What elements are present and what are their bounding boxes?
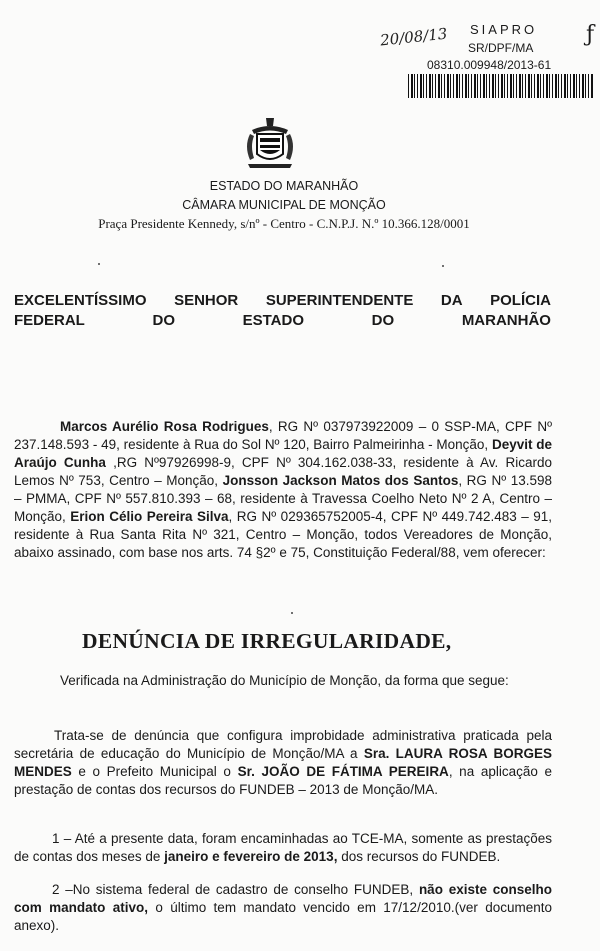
protocol-stamp (378, 8, 600, 100)
speck (442, 265, 444, 267)
coat-of-arms-icon (244, 116, 296, 172)
stamp-agency: SIAPRO (470, 22, 538, 37)
speck (98, 263, 100, 265)
name-mayor: Sr. JOÃO DE FÁTIMA PEREIRA (237, 764, 449, 779)
handwritten-initial: ƒ (586, 22, 595, 47)
addressee-line-1: EXCELENTÍSSIMO SENHOR SUPERINTENDENTE DA POLÍCIA (14, 292, 551, 309)
chamber-address: Praça Presidente Kennedy, s/nº - Centro - C.N.P.J. N.º 10.366.128/0001 (98, 216, 470, 231)
document-title: DENÚNCIA DE IRREGULARIDADE, (82, 629, 452, 653)
stamp-protocol-number: 08310.009948/2013-61 (427, 58, 552, 72)
addressee (14, 291, 551, 331)
stamp-unit: SR/DPF/MA (468, 41, 534, 55)
handwritten-date: 20/08/13 (379, 24, 449, 50)
item-2: 2 –No sistema federal de cadastro de conselho FUNDEB, não existe conselho com mandato ativo, o último tem mandato vencido em 17/12/2010.(ver documento anexo). (14, 882, 552, 933)
petitioners-paragraph: Marcos Aurélio Rosa Rodrigues, RG Nº 037973922009 – 0 SSP-MA, CPF Nº 237.148.593 - 49, residente à Rua do Sol Nº 120, Bairro Palmeirinha - Monção, Deyvit de Araújo Cunha ,RG Nº97926998-9, CPF Nº 304.162.038-33, residente à Av. Ricardo Lemos Nº 753, Centro – Monção, Jonsson Jackson Matos dos Santos, RG Nº 13.598 – PMMA, CPF Nº 557.810.393 – 68, residente à Travessa Coelho Neto Nº 2 A, Centro – Monção, Erion Célio Pereira Silva, RG Nº 029365752005-4, CPF Nº 449.742.483 – 91, residente à Rua Santa Rita Nº 321, Centro – Monção, todos Vereadores de Monção, abaixo assinado, com base nos arts. 74 §2º e 75, Constituição Federal/88, vem oferecer: (14, 419, 552, 560)
name-jonsson: Jonsson Jackson Matos dos Santos (222, 473, 459, 488)
barcode (408, 74, 593, 98)
addressee-line-2: FEDERAL DO ESTADO DO MARANHÃO (14, 312, 551, 329)
intro-paragraph: Verificada na Administração do Município de Monção, da forma que segue: (60, 673, 509, 688)
item-1: 1 – Até a presente data, foram encaminhadas ao TCE-MA, somente as prestações de contas dos meses de janeiro e fevereiro de 2013, dos recursos do FUNDEB. (14, 831, 552, 864)
name-secretary: Sra. LAURA ROSA BORGES MENDES (14, 746, 552, 779)
name-deyvit: Deyvit de Araújo Cunha (14, 437, 552, 470)
state-name: ESTADO DO MARANHÃO (209, 179, 359, 193)
name-erion: Erion Célio Pereira Silva (70, 509, 229, 524)
chamber-name: CÂMARA MUNICIPAL DE MONÇÃO (182, 198, 386, 212)
name-marcos: Marcos Aurélio Rosa Rodrigues (60, 419, 269, 434)
speck (291, 612, 293, 614)
complaint-paragraph: Trata-se de denúncia que configura improbidade administrativa praticada pela secretária de educação do Município de Monção/MA a Sra. LAURA ROSA BORGES MENDES e o Prefeito Municipal o Sr. JOÃO DE FÁTIMA PEREIRA, na aplicação e prestação de contas dos recursos do FUNDEB – 2013 de Monção/MA. (14, 728, 552, 797)
